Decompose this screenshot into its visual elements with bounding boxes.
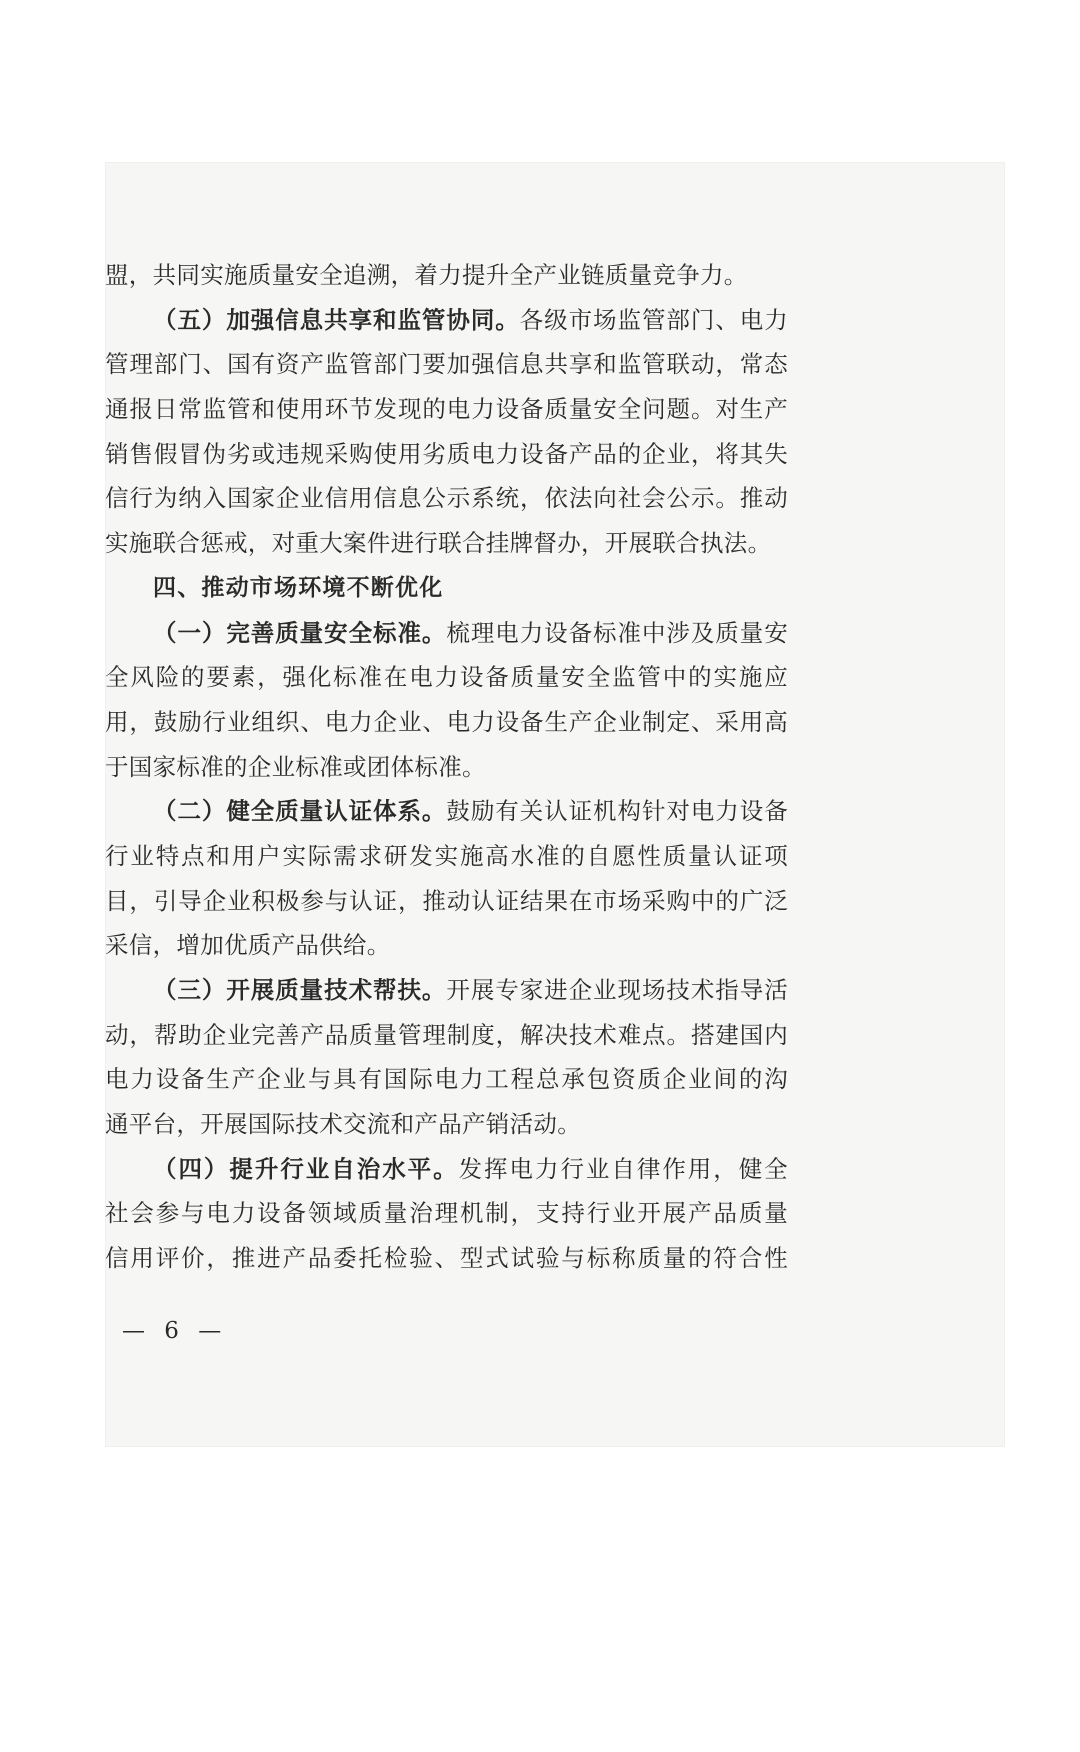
body-line: 信行为纳入国家企业信用信息公示系统，依法向社会公示。推动 [105, 484, 788, 513]
paragraph-first-line: （五）加强信息共享和监管协同。各级市场监管部门、电力 [153, 305, 788, 334]
body-line: 电力设备生产企业与具有国际电力工程总承包资质企业间的沟 [105, 1065, 788, 1094]
body-line: 用，鼓励行业组织、电力企业、电力设备生产企业制定、采用高 [105, 707, 788, 736]
body-line: 全风险的要素，强化标准在电力设备质量安全监管中的实施应 [105, 663, 788, 692]
paragraph-first-line: （二）健全质量认证体系。鼓励有关认证机构针对电力设备 [153, 797, 788, 826]
paragraph-first-line: （四）提升行业自治水平。发挥电力行业自律作用，健全 [153, 1154, 788, 1183]
body-line: 盟，共同实施质量安全追溯，着力提升全产业链质量竞争力。 [105, 261, 748, 289]
paragraph-first-line: （一）完善质量安全标准。梳理电力设备标准中涉及质量安 [153, 618, 788, 647]
body-line: 实施联合惩戒，对重大案件进行联合挂牌督办，开展联合执法。 [105, 529, 772, 558]
subsection-heading: （三）开展质量技术帮扶。 [153, 976, 447, 1004]
section-heading: 四、推动市场环境不断优化 [153, 574, 444, 601]
body-line: 通报日常监管和使用环节发现的电力设备质量安全问题。对生产 [105, 395, 788, 424]
body-line: 销售假冒伪劣或违规采购使用劣质电力设备产品的企业，将其失 [105, 439, 788, 468]
body-line: 信用评价，推进产品委托检验、型式试验与标称质量的符合性 [105, 1244, 788, 1273]
page-number: — 6 — [122, 1318, 228, 1344]
body-line: 采信，增加优质产品供给。 [105, 931, 391, 960]
body-line: 行业特点和用户实际需求研发实施高水准的自愿性质量认证项 [105, 841, 788, 870]
document-body [105, 253, 788, 1281]
subsection-heading: （五）加强信息共享和监管协同。 [153, 305, 520, 334]
subsection-heading: （一）完善质量安全标准。 [153, 618, 447, 647]
body-line: 通平台，开展国际技术交流和产品产销活动。 [105, 1110, 581, 1139]
body-line: 目，引导企业积极参与认证，推动认证结果在市场采购中的广泛 [105, 886, 788, 915]
body-line: 社会参与电力设备领域质量治理机制，支持行业开展产品质量 [105, 1199, 788, 1228]
subsection-heading: （二）健全质量认证体系。 [153, 797, 447, 826]
body-line: 管理部门、国有资产监管部门要加强信息共享和监管联动，常态 [105, 350, 788, 379]
body-line: 于国家标准的企业标准或团体标准。 [105, 752, 486, 781]
paragraph-first-line: （三）开展质量技术帮扶。开展专家进企业现场技术指导活 [153, 976, 788, 1004]
body-line: 动，帮助企业完善产品质量管理制度，解决技术难点。搭建国内 [105, 1020, 788, 1049]
subsection-heading: （四）提升行业自治水平。 [153, 1154, 459, 1183]
